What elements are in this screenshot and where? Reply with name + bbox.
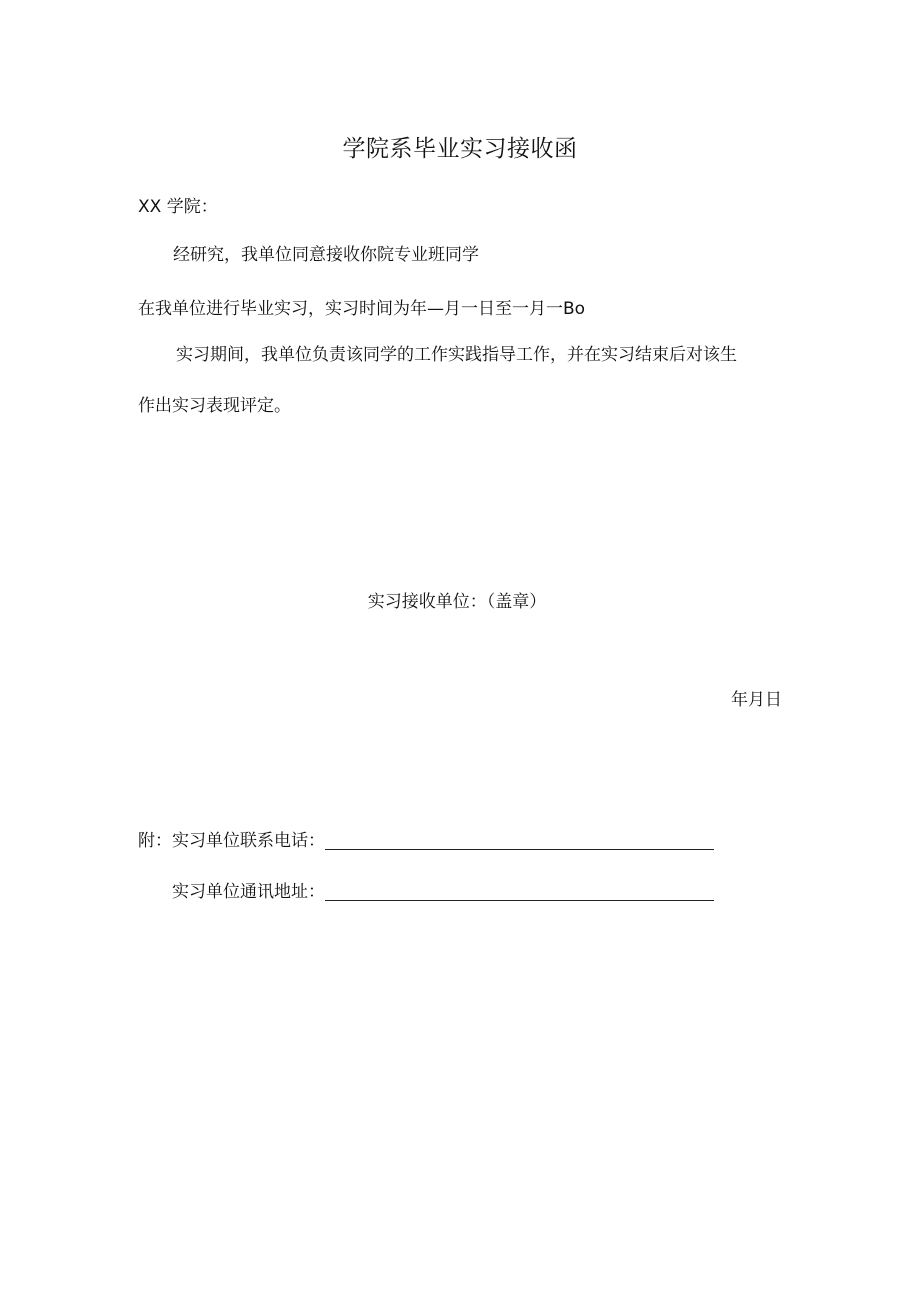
paragraph-internship-period: 在我单位进行毕业实习，实习时间为年—月一日至一月一Bo — [138, 299, 586, 319]
contact-address-row — [172, 884, 714, 901]
paragraph-acceptance: 经研究，我单位同意接收你院专业班同学 — [173, 245, 479, 265]
contact-phone-row — [138, 833, 714, 850]
paragraph-guidance: 实习期间，我单位负责该同学的工作实践指导工作，并在实习结束后对该生 — [176, 345, 737, 365]
contact-address-label: 实习单位通讯地址： — [172, 882, 325, 902]
receiver-seal-line: 实习接收单位：（盖章） — [367, 592, 547, 612]
contact-phone-blank[interactable] — [325, 833, 714, 850]
salutation: XX 学院： — [138, 197, 218, 217]
contact-address-blank[interactable] — [325, 884, 714, 901]
document-title: 学院系毕业实习接收函 — [342, 136, 578, 162]
contact-phone-label: 附：实习单位联系电话： — [138, 831, 325, 851]
date-line: 年月日 — [731, 690, 782, 710]
paragraph-evaluation: 作出实习表现评定。 — [138, 396, 291, 416]
